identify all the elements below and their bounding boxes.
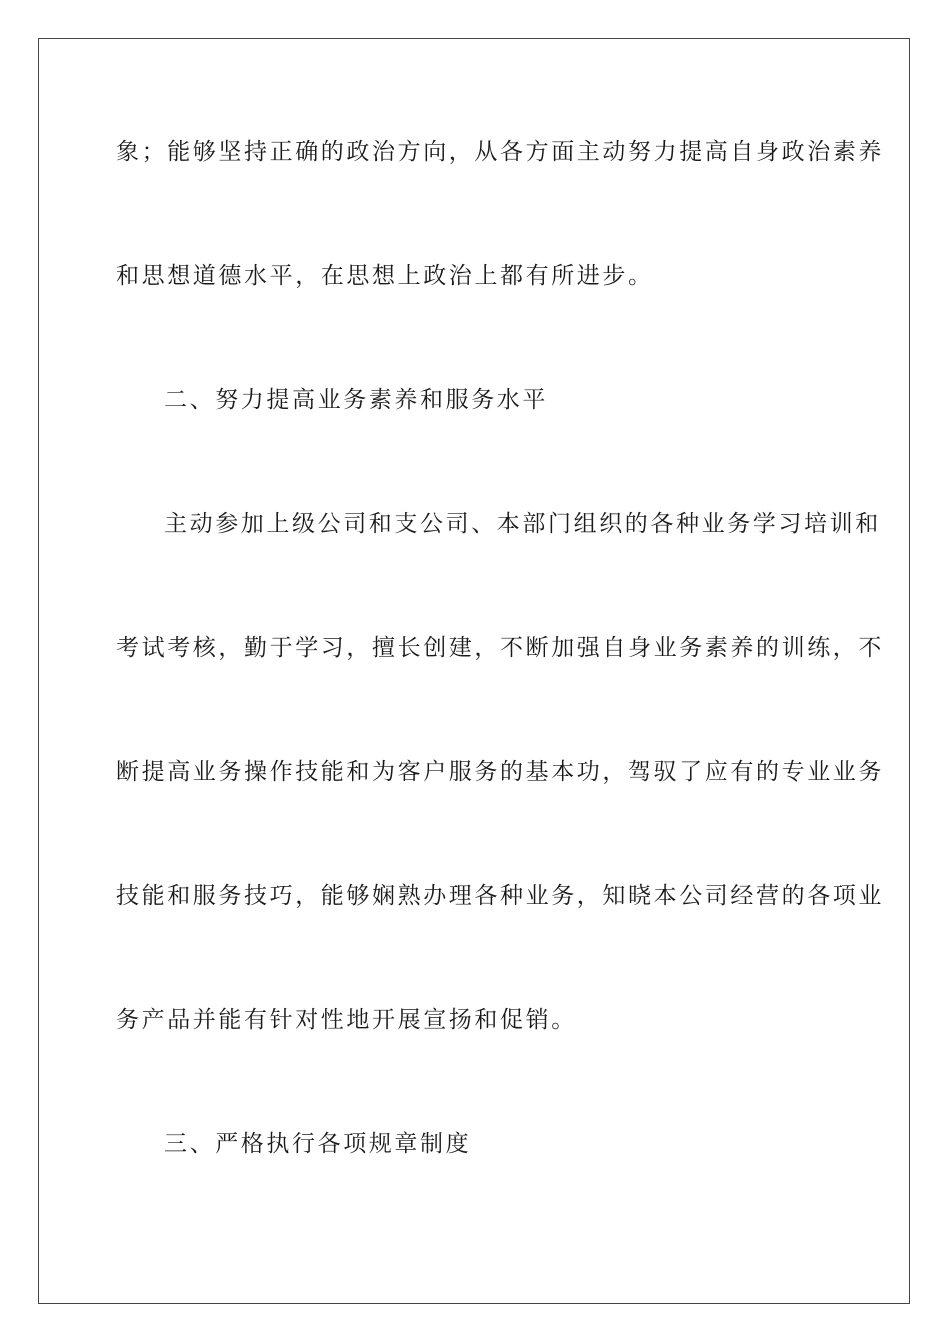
section-heading-3: 三、严格执行各项规章制度: [164, 1131, 472, 1157]
paragraph-line-3: 主动参加上级公司和支公司、本部门组织的各种业务学习培训和: [164, 511, 881, 537]
paragraph-line-6: 技能和服务技巧，能够娴熟办理各种业务，知晓本公司经营的各项业: [116, 883, 884, 909]
paragraph-line-1: 象；能够坚持正确的政治方向，从各方面主动努力提高自身政治素养: [116, 139, 884, 165]
section-heading-2: 二、努力提高业务素养和服务水平: [164, 387, 548, 413]
paragraph-line-4: 考试考核，勤于学习，擅长创建，不断加强自身业务素养的训练，不: [116, 635, 884, 661]
paragraph-line-2: 和思想道德水平，在思想上政治上都有所进步。: [116, 263, 654, 289]
page-border: [38, 38, 910, 1304]
paragraph-line-5: 断提高业务操作技能和为客户服务的基本功，驾驭了应有的专业业务: [116, 759, 884, 785]
paragraph-line-7: 务产品并能有针对性地开展宣扬和促销。: [116, 1007, 577, 1033]
